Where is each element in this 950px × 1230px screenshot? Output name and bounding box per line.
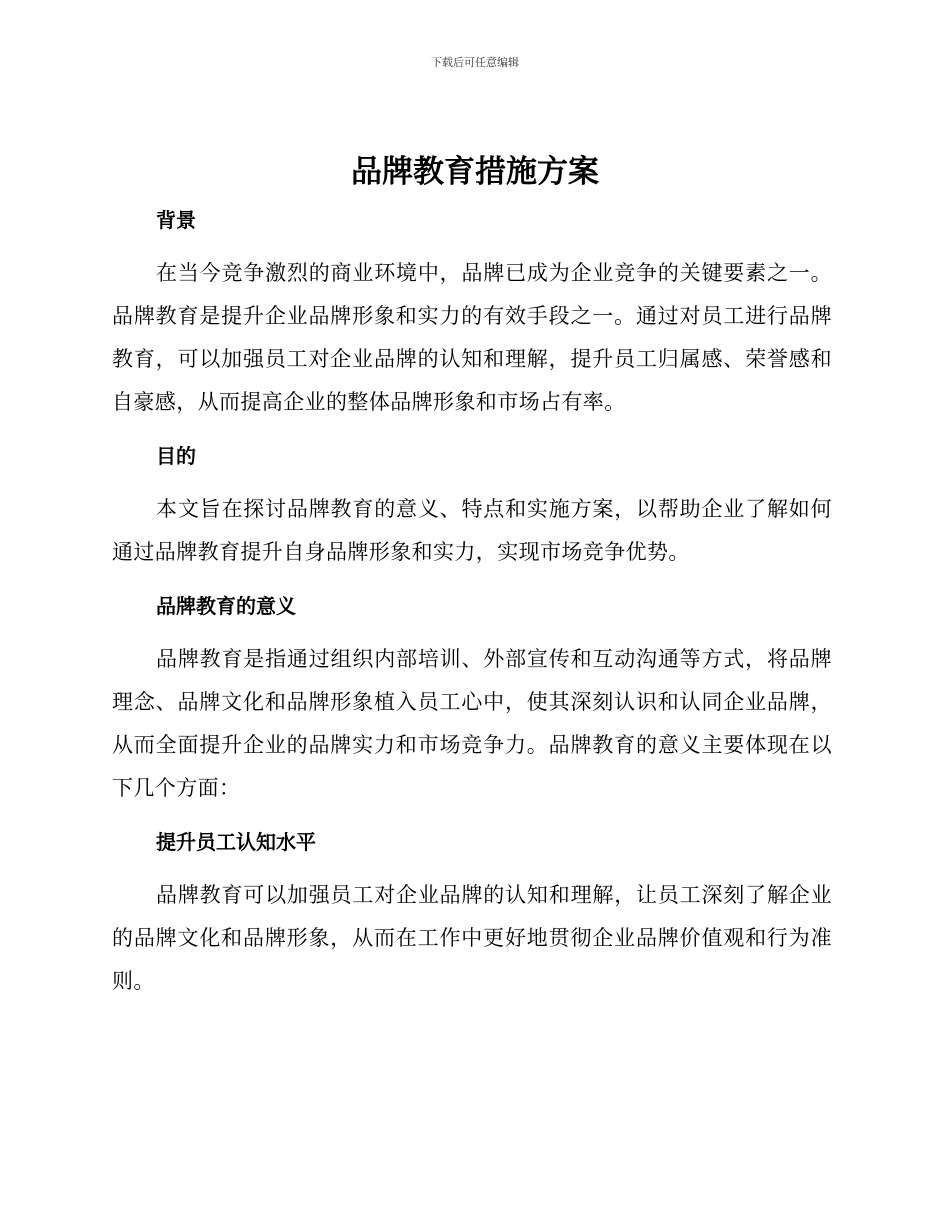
section-paragraph-background: 在当今竞争激烈的商业环境中，品牌已成为企业竞争的关键要素之一。品牌教育是提升企业品牌形象和实力的有效手段之一。通过对员工进行品牌教育，可以加强员工对企业品牌的认知和理解，提升员工归属感、荣誉感和自豪感，从而提高企业的整体品牌形象和市场占有率。 xyxy=(112,261,832,414)
header-note: 下载后可任意编辑 xyxy=(431,56,519,69)
section-background xyxy=(112,200,832,436)
document-body xyxy=(112,200,832,1003)
section-heading-background: 背景 xyxy=(156,208,196,232)
section-heading-purpose: 目的 xyxy=(156,444,196,468)
section-purpose xyxy=(112,436,832,586)
document-title: 品牌教育措施方案 xyxy=(351,154,599,190)
section-paragraph-cognition: 品牌教育可以加强员工对企业品牌的认知和理解，让员工深刻了解企业的品牌文化和品牌形象，从而在工作中更好地贯彻企业品牌价值观和行为准则。 xyxy=(112,883,832,993)
section-paragraph-purpose: 本文旨在探讨品牌教育的意义、特点和实施方案，以帮助企业了解如何通过品牌教育提升自身品牌形象和实力，实现市场竞争优势。 xyxy=(112,497,832,564)
section-paragraph-significance: 品牌教育是指通过组织内部培训、外部宣传和互动沟通等方式，将品牌理念、品牌文化和品牌形象植入员工心中，使其深刻认识和认同企业品牌，从而全面提升企业的品牌实力和市场竞争力。品牌教育的意义主要体现在以下几个方面： xyxy=(112,647,832,800)
section-heading-significance: 品牌教育的意义 xyxy=(156,594,296,618)
section-heading-cognition: 提升员工认知水平 xyxy=(156,830,316,854)
section-significance xyxy=(112,586,832,822)
section-cognition xyxy=(112,822,832,1003)
